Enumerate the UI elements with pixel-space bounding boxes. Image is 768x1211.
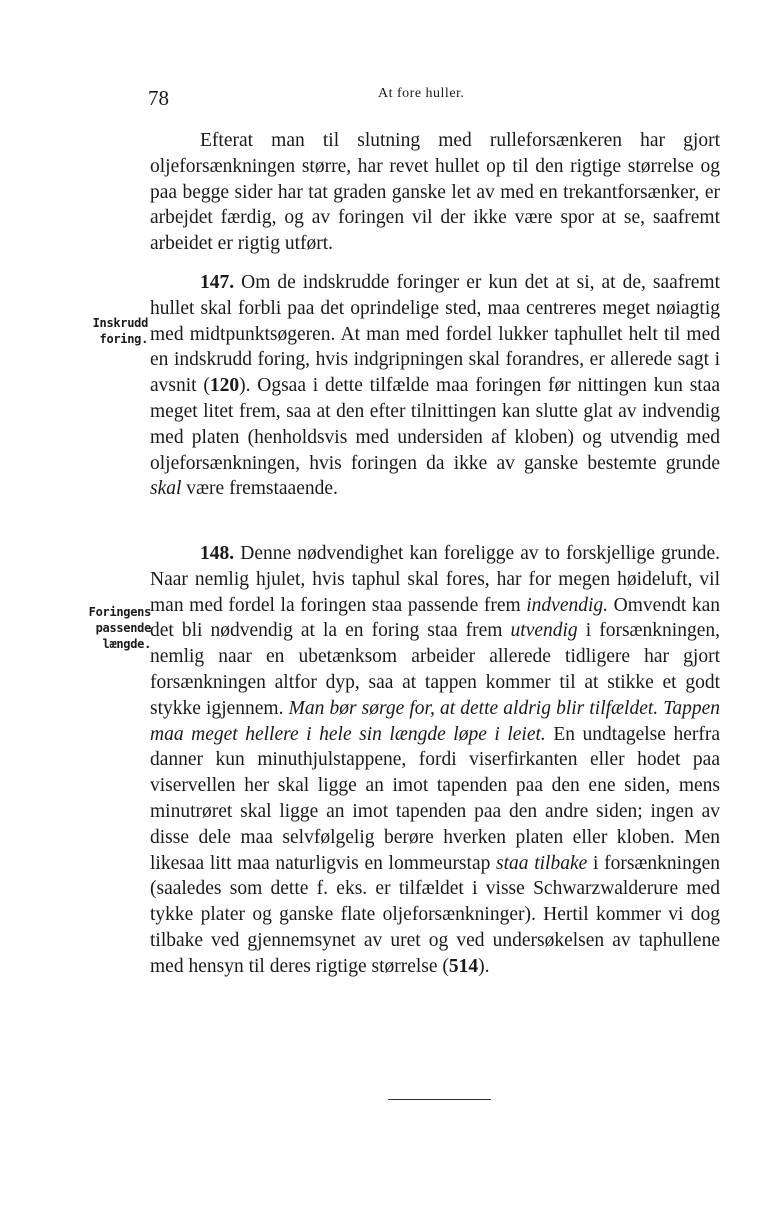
- margin-note-foringens-passende-laengde: [89, 604, 151, 652]
- section-end-rule: [388, 1099, 491, 1100]
- paragraph-147: [150, 270, 720, 502]
- page-number: 78: [148, 86, 169, 110]
- running-head: At fore huller.: [378, 86, 465, 101]
- paragraph-148-italic-d: staa tilbake: [496, 852, 588, 874]
- section-reference-514: 514: [448, 955, 479, 977]
- margin-note-1-line-1: Inskrudd: [92, 316, 148, 330]
- paragraph-1-text: Efterat man til slutning med rulleforsænkeren har gjort oljeforsænkningen større, har revet hullet op til den rigtige størrelse og paa begge sider har tat graden ganske let av med en trekantforsænker, er arbejdet færdig, og av foringen vil der ikke være spor at se, saafremt arbeidet er rigtig utført.: [150, 130, 720, 255]
- paragraph-148-text-e: i forsænkningen (saaledes som dette f. eks. er tilfældet i visse Schwarzwalderure med tykke plater og ganske flate oljeforsænkninger). Hertil kommer vi dog tilbake ved gjennemsynet av uret og ved undersøkelsen av taphullene med hensyn til deres rigtige størrelse (: [150, 852, 720, 977]
- paragraph-148-text-a: Denne nødvendighet kan foreligge av to forskjellige grunde. Naar nemlig hjulet, hvis taphul skal fores, har for megen høideluft, vil man med fordel la foringen staa passende frem: [150, 543, 720, 616]
- paragraph-148: [150, 541, 720, 980]
- margin-note-inskrudd-foring: [93, 315, 148, 347]
- paragraph-148-italic-a: indvendig.: [526, 594, 609, 616]
- margin-note-1-line-2: foring.: [99, 332, 148, 346]
- paragraph-148-italic-c: Man bør sørge for, at dette aldrig blir tilfældet. Tappen maa meget hellere i hele sin længde løpe i leiet.: [150, 697, 720, 745]
- margin-note-2-line-3: længde.: [102, 637, 151, 651]
- paragraph-147-italic: skal: [150, 478, 182, 500]
- paragraph-148-text-b: Omvendt kan det bli nødvendig at la en foring staa frem: [150, 594, 720, 642]
- paragraph-1: [150, 128, 720, 257]
- paragraph-147-text-c: være fremstaaende.: [181, 478, 338, 500]
- section-number-147: 147.: [200, 272, 235, 293]
- paragraph-148-text-d: En undtagelse herfra danner kun minuthjulstappene, fordi viserfirkanten eller hodet paa viservellen her skal ligge an imot tapenden paa den ene siden, mens minutrøret skal ligge an imot tapenden paa den andre siden; ingen av disse dele maa selvfølgelig berøre hverken platen eller kloben. Men likesaa litt maa naturligvis en lommeurstap: [150, 723, 720, 874]
- paragraph-148-text-f: ).: [478, 955, 490, 977]
- paragraph-148-italic-b: utvendig: [510, 620, 578, 642]
- paragraph-148-text-c: i forsænkningen, nemlig naar en ubetænksom arbeider allerede tidligere har gjort forsænkningen altfor dyp, saa at tappen kommer til at stikke et godt stykke igjennem.: [150, 620, 720, 719]
- paragraph-147-text-a: Om de indskrudde foringer er kun det at si, at de, saafremt hullet skal forbli paa det oprindelige sted, maa centreres meget nøiagtig med midtpunktsøgeren. At man med fordel lukker taphullet helt til med en indskrudd foring, hvis indgripningen skal forandres, er allerede sagt i avsnit (: [150, 272, 720, 397]
- section-number-148: 148.: [200, 543, 235, 564]
- margin-note-2-line-1: Foringens: [88, 605, 151, 619]
- section-reference-120: 120: [209, 375, 240, 397]
- paragraph-147-text-b: ). Ogsaa i dette tilfælde maa foringen før nittingen kun staa meget litet frem, saa at den efter tilnittingen kan slutte glat av indvendig med platen (henholdsvis med undersiden af kloben) og utvendig med oljeforsænkningen, hvis foringen da ikke av ganske bestemte grunde: [150, 375, 721, 474]
- margin-note-2-line-2: passende: [95, 621, 151, 635]
